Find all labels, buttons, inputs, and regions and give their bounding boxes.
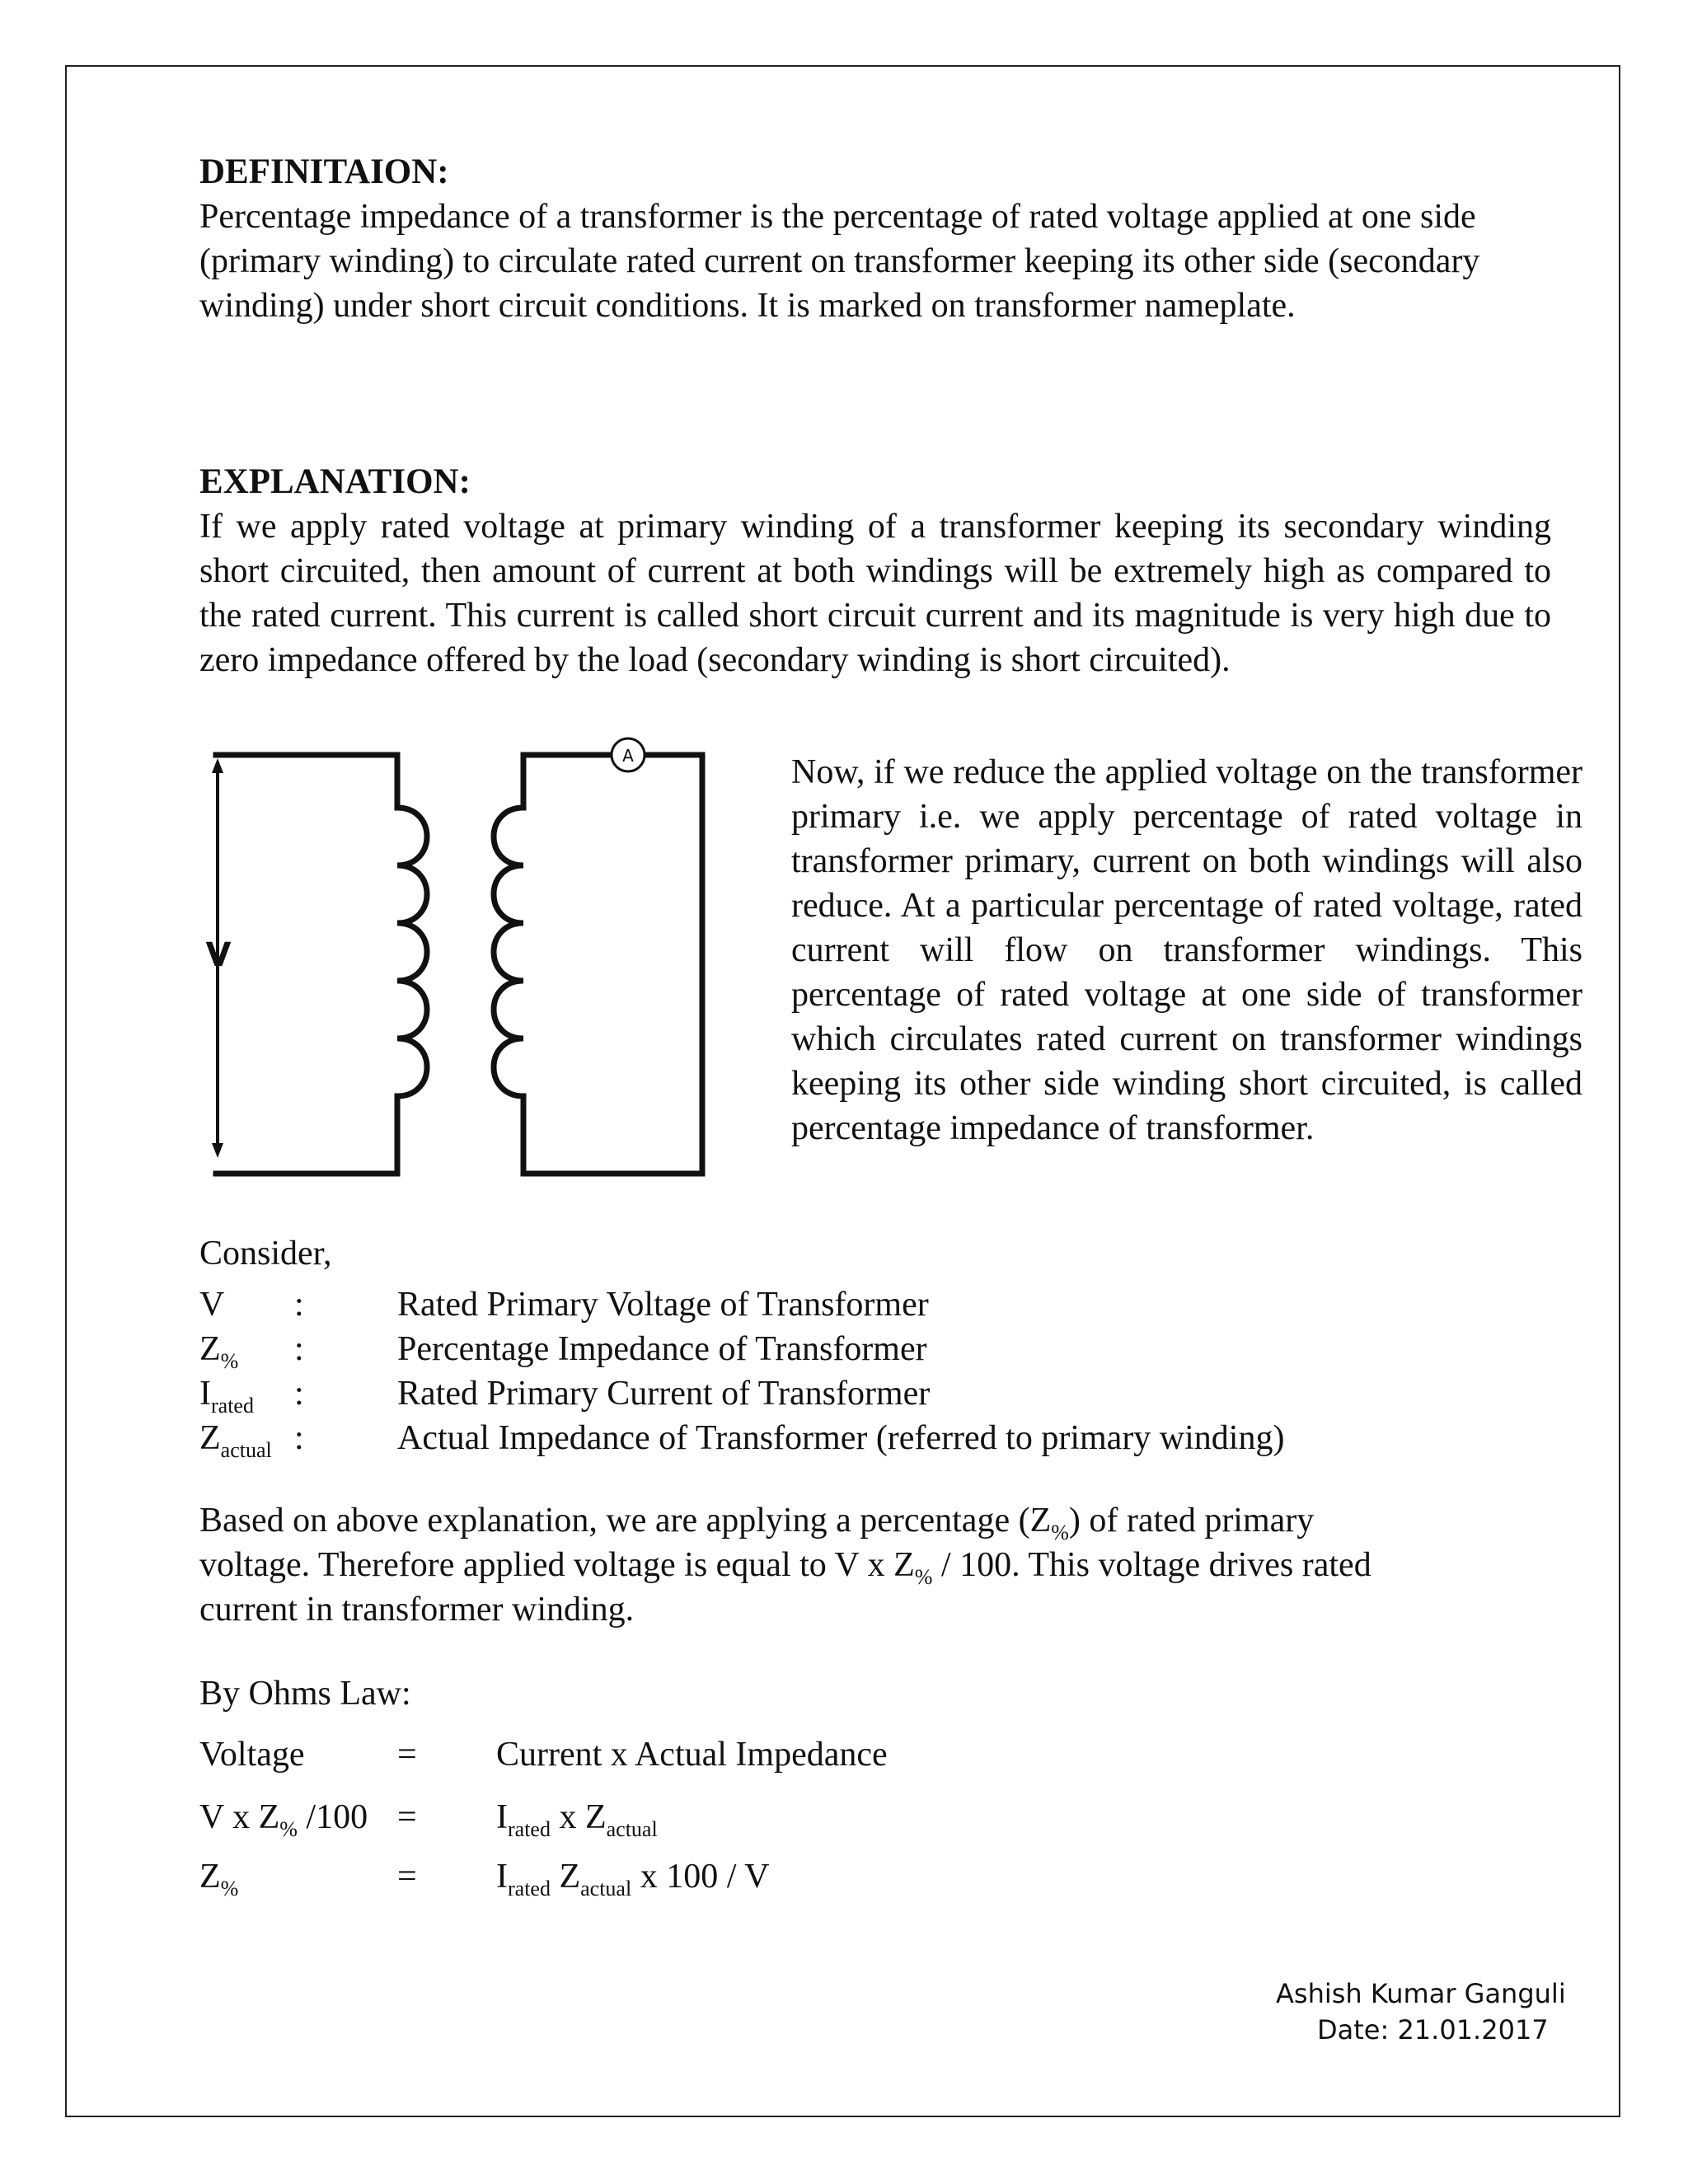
- transformer-diagram: [198, 733, 717, 1203]
- signature-date: Date: 21.01.2017: [1317, 2014, 1549, 2046]
- based-line-1: Based on above explanation, we are applying a percentage $(Z_{\%})$ of rated primary: [199, 1502, 1315, 1544]
- primary-top-wire: [216, 755, 397, 808]
- secondary-coil: [494, 808, 523, 1096]
- explanation-text: If we apply rated voltage at primary winding of a transformer keeping its secondary winding short circuited, then amount of current at both windings will be extremely high as compared to the rated current. This current is called short circuit current and its magnitude is very high due to zero impedance offered by the load (secondary winding is short circuited).: [199, 508, 1551, 679]
- definition-heading: DEFINITAION:: [199, 152, 449, 191]
- voltage-label: V: [205, 936, 232, 974]
- based-line-2: voltage. Therefore applied voltage is equal to V x $Z_{\%} / 100$. This voltage drives rated: [199, 1546, 1372, 1589]
- equation-3: $Z_{\%}$ = $I_{rated}$ $Z_{actual}$ x 100 / V: [199, 1858, 770, 1900]
- definition-text: Percentage impedance of a transformer is the percentage of rated voltage applied at one side (primary winding) to circulate rated current on transformer keeping its other side (secondary winding) under short circuit conditions. It is marked on transformer nameplate.: [199, 198, 1480, 325]
- primary-bottom-wire: [216, 1096, 397, 1174]
- ohms-law-title: By Ohms Law:: [199, 1675, 411, 1713]
- explanation-section: [199, 460, 1551, 682]
- definition-row: V : Rated Primary Voltage of Transformer: [199, 1286, 929, 1324]
- explanation-side-text: Now, if we reduce the applied voltage on the transformer primary i.e. we apply percentage of rated voltage in transformer primary, current on both windings will also reduce. At a particular percentage of rated voltage, rated current will flow on transformer windings. This percentage of rated voltage at one side of transformer which circulates rated current on transformer windings keeping its other side winding short circuited, is called percentage impedance of transformer.: [791, 753, 1582, 1147]
- author-name: Ashish Kumar Ganguli: [1276, 1978, 1566, 2009]
- ammeter-label: A: [622, 746, 634, 766]
- definition-row: $I_{rated}$ : Rated Primary Current of Transformer: [199, 1375, 931, 1418]
- equation-1: Voltage = Current x Actual Impedance: [199, 1736, 888, 1774]
- explanation-heading: EXPLANATION:: [199, 462, 471, 501]
- definitions-list: [199, 1282, 1284, 1460]
- secondary-bottom-wire: [523, 755, 702, 1174]
- based-line-3: current in transformer winding.: [199, 1591, 635, 1629]
- primary-coil: [397, 808, 427, 1096]
- definition-row: $Z_{actual}$ : Actual Impedance of Transformer (referred to primary winding): [199, 1419, 1285, 1462]
- consider-label: Consider,: [199, 1235, 332, 1272]
- equation-2: V x $Z_{\%}$ /100 = $I_{rated}$ x $Z_{actual}$: [199, 1798, 658, 1841]
- secondary-left-wire: [523, 755, 610, 808]
- definition-section: [199, 150, 1551, 328]
- based-on-paragraph: [199, 1498, 1551, 1632]
- definition-row: $Z_{\%}$ : Percentage Impedance of Transformer: [199, 1330, 927, 1373]
